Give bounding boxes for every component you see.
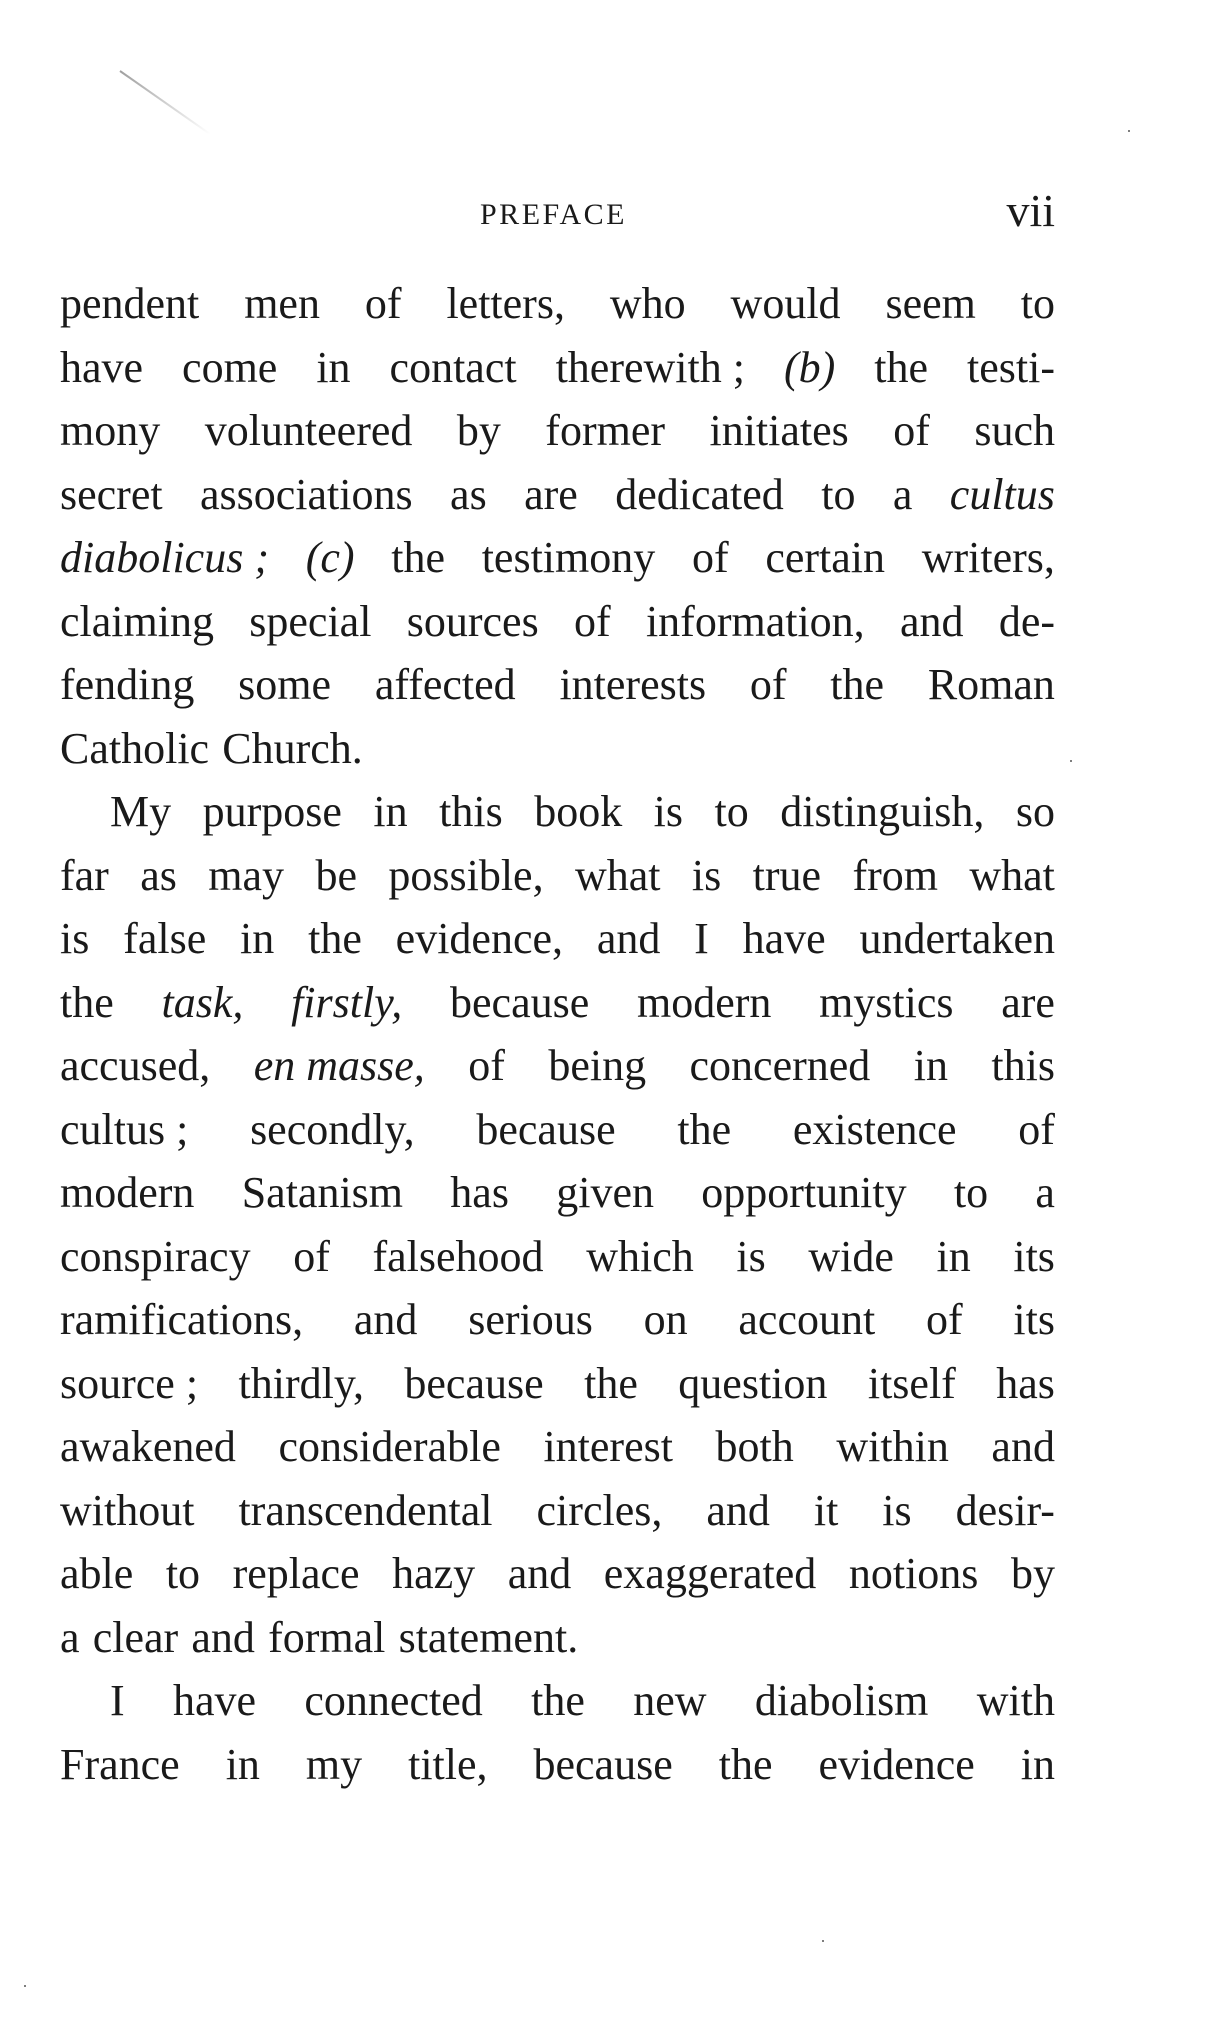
word: to	[714, 787, 749, 836]
word: evidence,	[395, 914, 564, 963]
word: notions	[848, 1549, 979, 1598]
word: is	[60, 914, 90, 963]
text-line	[60, 526, 1055, 590]
word: evidence	[818, 1739, 975, 1789]
word: of	[691, 533, 729, 582]
word: secondly,	[250, 1104, 415, 1154]
word: are	[1001, 977, 1055, 1027]
word: transcendental	[238, 1485, 493, 1535]
word: ramifications,	[60, 1295, 304, 1344]
word: in	[936, 1231, 971, 1281]
word: statement.	[398, 1612, 579, 1662]
text-line	[60, 907, 1055, 971]
page-speck	[24, 1985, 26, 1987]
word: modern	[60, 1168, 195, 1217]
word: title,	[408, 1739, 488, 1789]
word: is	[882, 1485, 912, 1535]
word: writers,	[921, 533, 1055, 582]
word: because	[476, 1104, 616, 1154]
word: the	[584, 1358, 638, 1408]
text-line	[60, 272, 1055, 336]
word: dedicated	[615, 469, 784, 519]
word: of	[293, 1231, 330, 1281]
word: a	[892, 469, 913, 519]
word: Church.	[222, 723, 363, 773]
word: in	[373, 787, 408, 836]
word: in	[225, 1739, 260, 1789]
text-line	[60, 1669, 1055, 1733]
word: serious	[468, 1295, 593, 1344]
word: fending	[60, 660, 195, 709]
word: in	[1020, 1739, 1055, 1789]
word: and	[353, 1295, 418, 1344]
word: (b)	[783, 342, 836, 392]
word: is	[691, 850, 722, 900]
word: initiates	[709, 406, 849, 455]
word: to	[165, 1549, 201, 1598]
word: associations	[200, 469, 413, 519]
word: may	[208, 850, 285, 900]
word: has	[996, 1358, 1055, 1408]
text-line	[60, 1288, 1055, 1352]
word: (c)	[305, 533, 355, 582]
word: modern	[636, 977, 772, 1027]
word: be	[315, 850, 357, 900]
word: false	[123, 914, 207, 963]
word: have	[60, 342, 144, 392]
word: my	[305, 1739, 363, 1789]
word: of	[468, 1041, 505, 1090]
word: My	[110, 787, 172, 836]
word: to	[821, 469, 856, 519]
word: what	[969, 850, 1055, 900]
word: Catholic	[60, 723, 210, 773]
page-smudge-mark	[119, 70, 210, 135]
text-line	[60, 1352, 1055, 1416]
page-speck	[1128, 130, 1130, 132]
word: existence	[792, 1104, 957, 1154]
word: of	[749, 660, 787, 709]
word: of	[364, 279, 402, 328]
word: firstly,	[291, 977, 403, 1027]
body-text	[60, 272, 1055, 1796]
word: clear	[92, 1612, 179, 1662]
word: of	[925, 1295, 963, 1344]
word: mony	[60, 406, 161, 455]
word: and	[899, 596, 964, 646]
word: the	[718, 1739, 773, 1789]
page-number: vii	[1006, 185, 1055, 236]
word: interest	[543, 1422, 673, 1471]
word: en masse,	[253, 1041, 425, 1090]
word: in	[240, 914, 275, 963]
word: being	[548, 1041, 647, 1090]
word: because	[404, 1358, 544, 1408]
word: as	[140, 850, 177, 900]
word: so	[1015, 787, 1055, 836]
word: account	[738, 1295, 876, 1344]
word: I	[110, 1676, 125, 1725]
word: opportunity	[701, 1168, 907, 1217]
word: falsehood	[372, 1231, 544, 1281]
word: it	[813, 1485, 839, 1535]
word: this	[439, 787, 503, 836]
word: interests	[559, 660, 707, 709]
word: true	[752, 850, 822, 900]
word: sources	[406, 596, 539, 646]
word: a	[1035, 1168, 1055, 1217]
word: and	[706, 1485, 770, 1535]
word: men	[244, 279, 320, 328]
text-line	[60, 1733, 1055, 1797]
word: the	[391, 533, 445, 582]
word: itself	[867, 1358, 956, 1408]
word: Roman	[927, 660, 1055, 709]
text-line	[60, 1161, 1055, 1225]
word: contact	[389, 342, 517, 392]
text-line	[60, 844, 1055, 908]
word: volunteered	[204, 406, 413, 455]
word: of	[893, 406, 930, 455]
word: both	[715, 1422, 794, 1471]
word: therewith ;	[555, 342, 745, 392]
page-header	[60, 185, 1055, 240]
text-line	[60, 1479, 1055, 1543]
word: claiming	[60, 596, 214, 646]
word: far	[60, 850, 109, 900]
text-line	[60, 971, 1055, 1035]
word: its	[1013, 1231, 1055, 1281]
word: come	[182, 342, 278, 392]
word: would	[730, 279, 841, 328]
text-line	[60, 1415, 1055, 1479]
word: is	[653, 787, 684, 836]
word: certain	[765, 533, 886, 582]
word: to	[953, 1168, 989, 1217]
word: connected	[304, 1676, 483, 1725]
word: are	[524, 469, 578, 519]
word: have	[173, 1676, 257, 1725]
word: which	[586, 1231, 694, 1281]
text-line	[60, 590, 1055, 654]
word: is	[736, 1231, 766, 1281]
word: from	[852, 850, 938, 900]
word: to	[1020, 279, 1055, 328]
word: circles,	[536, 1485, 663, 1535]
word: accused,	[60, 1041, 211, 1090]
word: distinguish,	[780, 787, 985, 836]
word: a	[60, 1612, 80, 1662]
word: purpose	[202, 787, 342, 836]
text-line	[60, 780, 1055, 844]
word: letters,	[446, 279, 565, 328]
word: within	[836, 1422, 949, 1471]
text-line	[60, 717, 1055, 781]
word: wide	[808, 1231, 894, 1281]
word: possible,	[388, 850, 544, 900]
page-speck	[822, 1940, 824, 1942]
word: special	[249, 596, 372, 646]
page-speck	[1070, 760, 1072, 762]
word: as	[450, 469, 487, 519]
word: desir-	[955, 1485, 1055, 1535]
text-line	[60, 336, 1055, 400]
text-line	[60, 1225, 1055, 1289]
word: because	[533, 1739, 673, 1789]
word: task,	[161, 977, 244, 1027]
word: Satanism	[241, 1168, 404, 1217]
word: the	[830, 660, 885, 709]
word: considerable	[278, 1422, 501, 1471]
text-line	[60, 1034, 1055, 1098]
word: the	[60, 977, 114, 1027]
word: given	[556, 1168, 654, 1217]
word: source ;	[60, 1358, 199, 1408]
word: the	[531, 1676, 585, 1725]
word: awakened	[60, 1422, 236, 1471]
word: former	[545, 406, 666, 455]
text-line	[60, 463, 1055, 527]
word: secret	[60, 469, 163, 519]
text-line	[60, 399, 1055, 463]
word: replace	[232, 1549, 360, 1598]
word: diabolism	[754, 1676, 929, 1725]
word: conspiracy	[60, 1231, 251, 1281]
word: in	[316, 342, 351, 392]
text-line	[60, 653, 1055, 717]
word: have	[742, 914, 826, 963]
word: who	[609, 279, 686, 328]
word: mystics	[819, 977, 954, 1027]
word: I	[694, 914, 709, 963]
word: cultus ;	[60, 1104, 189, 1154]
word: some	[238, 660, 332, 709]
word: because	[450, 977, 590, 1027]
word: information,	[645, 596, 865, 646]
word: by	[456, 406, 501, 455]
word: the	[308, 914, 362, 963]
word: hazy	[392, 1549, 476, 1598]
word: testimony	[481, 533, 656, 582]
word: undertaken	[859, 914, 1055, 963]
running-head: PREFACE	[480, 198, 627, 231]
word: has	[450, 1168, 509, 1217]
text-line	[60, 1606, 1055, 1670]
word: the	[677, 1104, 732, 1154]
word: new	[633, 1676, 707, 1725]
word: and	[991, 1422, 1055, 1471]
text-line	[60, 1098, 1055, 1162]
word: the	[874, 342, 929, 392]
word: and	[507, 1549, 572, 1598]
word: cultus	[949, 469, 1055, 519]
word: concerned	[689, 1041, 871, 1090]
word: testi-	[967, 342, 1055, 392]
word: by	[1010, 1549, 1055, 1598]
word: seem	[885, 279, 976, 328]
word: able	[60, 1549, 134, 1598]
word: with	[976, 1676, 1055, 1725]
word: thirdly,	[238, 1358, 364, 1408]
word: pendent	[60, 279, 200, 328]
word: in	[913, 1041, 948, 1090]
word: of	[574, 596, 611, 646]
word: of	[1018, 1104, 1055, 1154]
word: diabolicus ;	[60, 533, 269, 582]
word: such	[974, 406, 1055, 455]
word: and	[191, 1612, 255, 1662]
word: affected	[374, 660, 516, 709]
word: question	[678, 1358, 828, 1408]
word: without	[60, 1485, 195, 1535]
word: this	[991, 1041, 1055, 1090]
text-line	[60, 1542, 1055, 1606]
word: exaggerated	[603, 1549, 817, 1598]
word: formal	[268, 1612, 386, 1662]
word: what	[574, 850, 661, 900]
word: and	[596, 914, 661, 963]
word: book	[534, 787, 623, 836]
word: de-	[998, 596, 1055, 646]
word: its	[1013, 1295, 1055, 1344]
word: on	[643, 1295, 688, 1344]
word: France	[60, 1739, 180, 1789]
